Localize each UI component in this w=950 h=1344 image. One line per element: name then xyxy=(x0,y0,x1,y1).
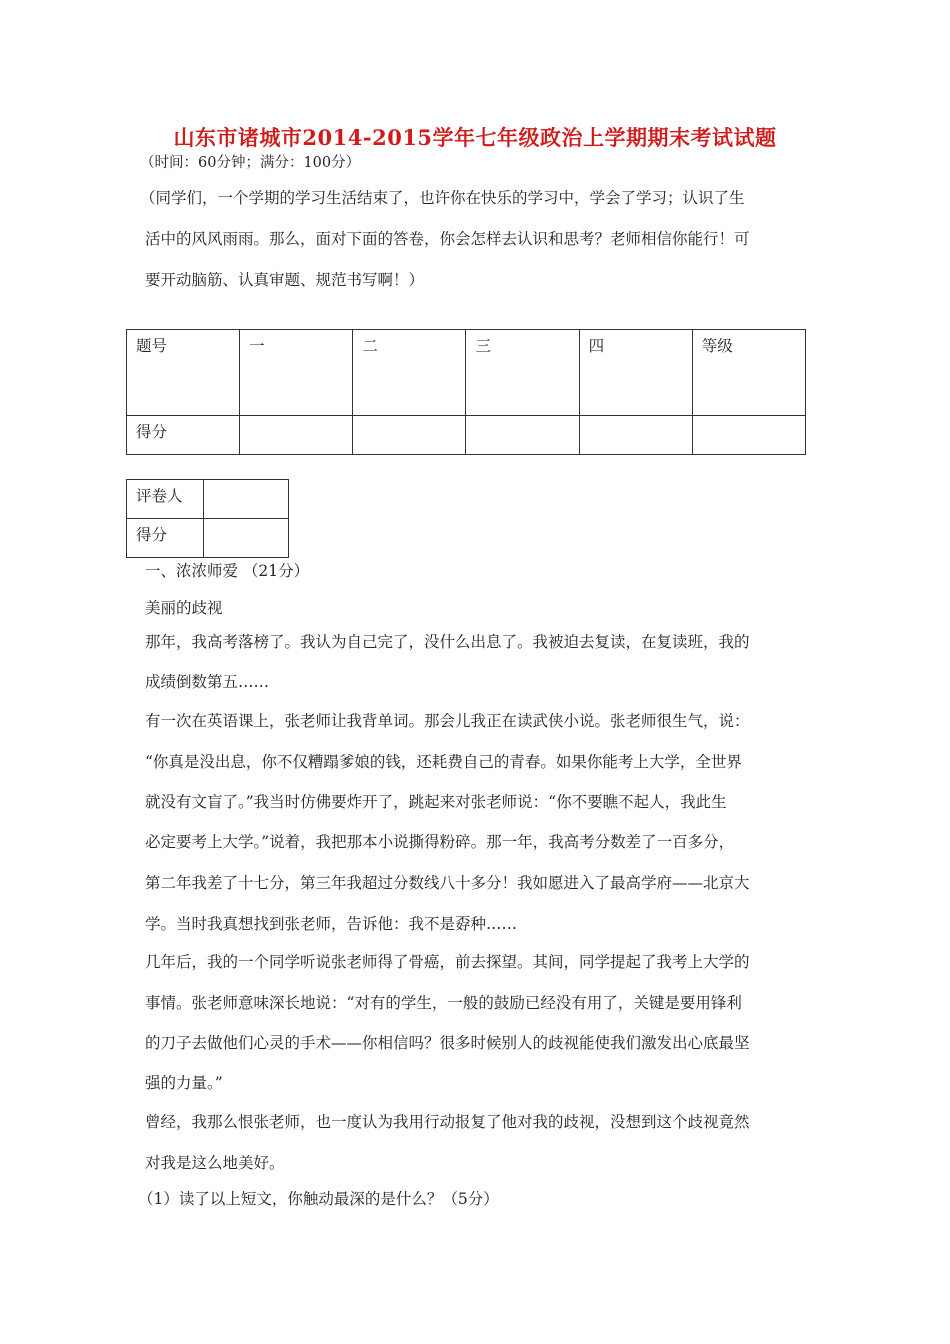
score-header-cell: 题号 xyxy=(127,330,240,416)
grader-score-label: 得分 xyxy=(127,519,204,558)
score-header-cell: 四 xyxy=(579,330,692,416)
story-line: 强的力量。” xyxy=(145,1074,223,1092)
exam-meta: （时间：60分钟；满分：100分） xyxy=(140,155,361,171)
grader-label: 评卷人 xyxy=(127,480,204,519)
story-line: 成绩倒数第五…… xyxy=(145,673,270,691)
score-cell[interactable] xyxy=(353,416,466,455)
score-cell[interactable] xyxy=(240,416,353,455)
question-1: （1）读了以上短文，你触动最深的是什么？（5分） xyxy=(138,1190,499,1208)
score-cell[interactable] xyxy=(579,416,692,455)
story-title: 美丽的歧视 xyxy=(145,599,223,617)
story-line: 学。当时我真想找到张老师，告诉他：我不是孬种…… xyxy=(145,915,518,933)
score-cell[interactable] xyxy=(692,416,805,455)
story-line: 必定要考上大学。”说着，我把那本小说撕得粉碎。那一年，我高考分数差了一百多分， xyxy=(145,833,735,851)
score-header-cell: 等级 xyxy=(692,330,805,416)
story-line: 就没有文盲了。”我当时仿佛要炸开了，跳起来对张老师说：“你不要瞧不起人，我此生 xyxy=(145,793,727,811)
section-heading: 一、浓浓师爱 （21分） xyxy=(145,562,310,580)
score-header-cell: 二 xyxy=(353,330,466,416)
story-line: “你真是没出息，你不仅糟蹋爹娘的钱，还耗费自己的青春。如果你能考上大学，全世界 xyxy=(145,753,742,771)
story-line: 那年，我高考落榜了。我认为自己完了，没什么出息了。我被迫去复读，在复读班，我的 xyxy=(145,633,750,651)
score-header-cell: 一 xyxy=(240,330,353,416)
grader-cell[interactable] xyxy=(204,480,289,519)
grader-table xyxy=(126,479,289,558)
document-title: 山东市诸城市2014-2015学年七年级政治上学期期末考试试题 xyxy=(173,125,777,150)
grader-score-cell[interactable] xyxy=(204,519,289,558)
story-line: 几年后，我的一个同学听说张老师得了骨癌，前去探望。其间，同学提起了我考上大学的 xyxy=(145,953,750,971)
story-line: 的刀子去做他们心灵的手术——你相信吗？很多时候别人的歧视能使我们激发出心底最坚 xyxy=(145,1034,750,1052)
story-line: 曾经，我那么恨张老师，也一度认为我用行动报复了他对我的歧视，没想到这个歧视竟然 xyxy=(145,1113,750,1131)
story-line: 事情。张老师意味深长地说：“对有的学生，一般的鼓励已经没有用了，关键是要用锋利 xyxy=(145,994,742,1012)
score-cell[interactable] xyxy=(466,416,579,455)
intro-line: 活中的风风雨雨。那么，面对下面的答卷，你会怎样去认识和思考？老师相信你能行！可 xyxy=(145,230,750,248)
story-line: 第二年我差了十七分，第三年我超过分数线八十多分！我如愿进入了最高学府——北京大 xyxy=(145,874,750,892)
score-row-label: 得分 xyxy=(127,416,240,455)
score-header-cell: 三 xyxy=(466,330,579,416)
intro-line: （同学们，一个学期的学习生活结束了，也许你在快乐的学习中，学会了学习；认识了生 xyxy=(140,189,745,207)
story-line: 对我是这么地美好。 xyxy=(145,1154,285,1172)
score-table xyxy=(126,329,806,455)
story-line: 有一次在英语课上，张老师让我背单词。那会儿我正在读武侠小说。张老师很生气，说： xyxy=(145,712,750,730)
intro-line: 要开动脑筋、认真审题、规范书写啊！） xyxy=(145,271,425,289)
